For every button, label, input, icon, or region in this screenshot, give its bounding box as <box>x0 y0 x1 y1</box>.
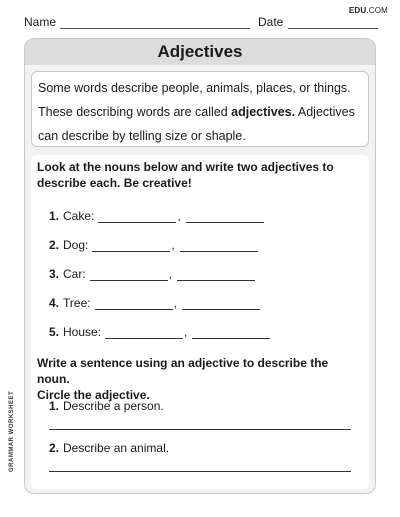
section1-instruction-line-2: describe each. Be creative! <box>37 176 192 190</box>
date-label: Date <box>258 15 284 29</box>
sentence-answer-line[interactable] <box>49 471 351 472</box>
name-label: Name <box>24 15 57 29</box>
answer-blank[interactable] <box>92 241 170 252</box>
answer-blank[interactable] <box>192 328 270 339</box>
answer-blank[interactable] <box>90 270 168 281</box>
item-number: 3. <box>49 267 60 281</box>
section2-instruction <box>37 355 357 403</box>
intro-keyword: adjectives. <box>231 105 296 119</box>
noun-item <box>49 325 270 339</box>
name-field-line[interactable] <box>60 28 250 29</box>
item-number: 5. <box>49 325 60 339</box>
intro-line-2 <box>38 100 362 124</box>
comma-separator: , <box>173 296 177 310</box>
answer-blank[interactable] <box>95 299 173 310</box>
prompt-number: 1. <box>49 399 60 413</box>
section1-instruction <box>37 159 357 191</box>
sentence-prompt <box>49 399 164 413</box>
noun-item <box>49 238 258 252</box>
item-noun: Car: <box>63 267 86 281</box>
intro-line-2-text: These describing words are called <box>38 105 232 119</box>
worksheet-title: Adjectives <box>25 39 375 65</box>
section1-instruction-line-1: Look at the nouns below and write two adjectives to <box>37 160 334 174</box>
prompt-text: Describe a person. <box>63 399 164 413</box>
worksheet-panel <box>24 38 376 494</box>
section2-instruction-line-2: Circle the adjective. <box>37 388 150 402</box>
prompt-number: 2. <box>49 441 60 455</box>
item-noun: Dog: <box>63 238 89 252</box>
answer-blank[interactable] <box>98 212 176 223</box>
date-field-line[interactable] <box>288 28 378 29</box>
sentence-prompt <box>49 441 169 455</box>
prompt-text: Describe an animal. <box>63 441 170 455</box>
brand-logo <box>349 6 388 15</box>
answer-blank[interactable] <box>105 328 183 339</box>
intro-line-3: can describe by telling size or shaple. <box>38 129 246 143</box>
comma-separator: , <box>168 267 173 281</box>
item-noun: Cake: <box>63 209 95 223</box>
answer-blank[interactable] <box>177 270 255 281</box>
answer-blank[interactable] <box>186 212 264 223</box>
item-noun: Tree: <box>63 296 91 310</box>
comma-separator: , <box>177 209 181 223</box>
noun-item <box>49 267 255 281</box>
intro-line-1: Some words describe people, animals, places, or things. <box>38 81 351 95</box>
item-noun: House: <box>63 325 102 339</box>
item-number: 2. <box>49 238 60 252</box>
item-number: 1. <box>49 209 60 223</box>
brand-edu: EDU <box>348 6 367 15</box>
comma-separator: , <box>184 325 188 339</box>
noun-item <box>49 296 260 310</box>
sidebar-label: GRAMMAR WORKSHEET <box>9 390 15 472</box>
intro-line-2-tail: Adjectives <box>295 105 355 119</box>
sentence-answer-line[interactable] <box>49 429 351 430</box>
brand-com: .COM <box>366 6 388 15</box>
noun-item <box>49 209 264 223</box>
item-number: 4. <box>49 296 60 310</box>
answer-blank[interactable] <box>180 241 258 252</box>
comma-separator: , <box>171 238 175 252</box>
answer-blank[interactable] <box>182 299 260 310</box>
section2-instruction-line-1: Write a sentence using an adjective to describe the noun. <box>37 356 329 386</box>
intro-box <box>31 71 369 147</box>
exercise-area <box>31 155 369 489</box>
